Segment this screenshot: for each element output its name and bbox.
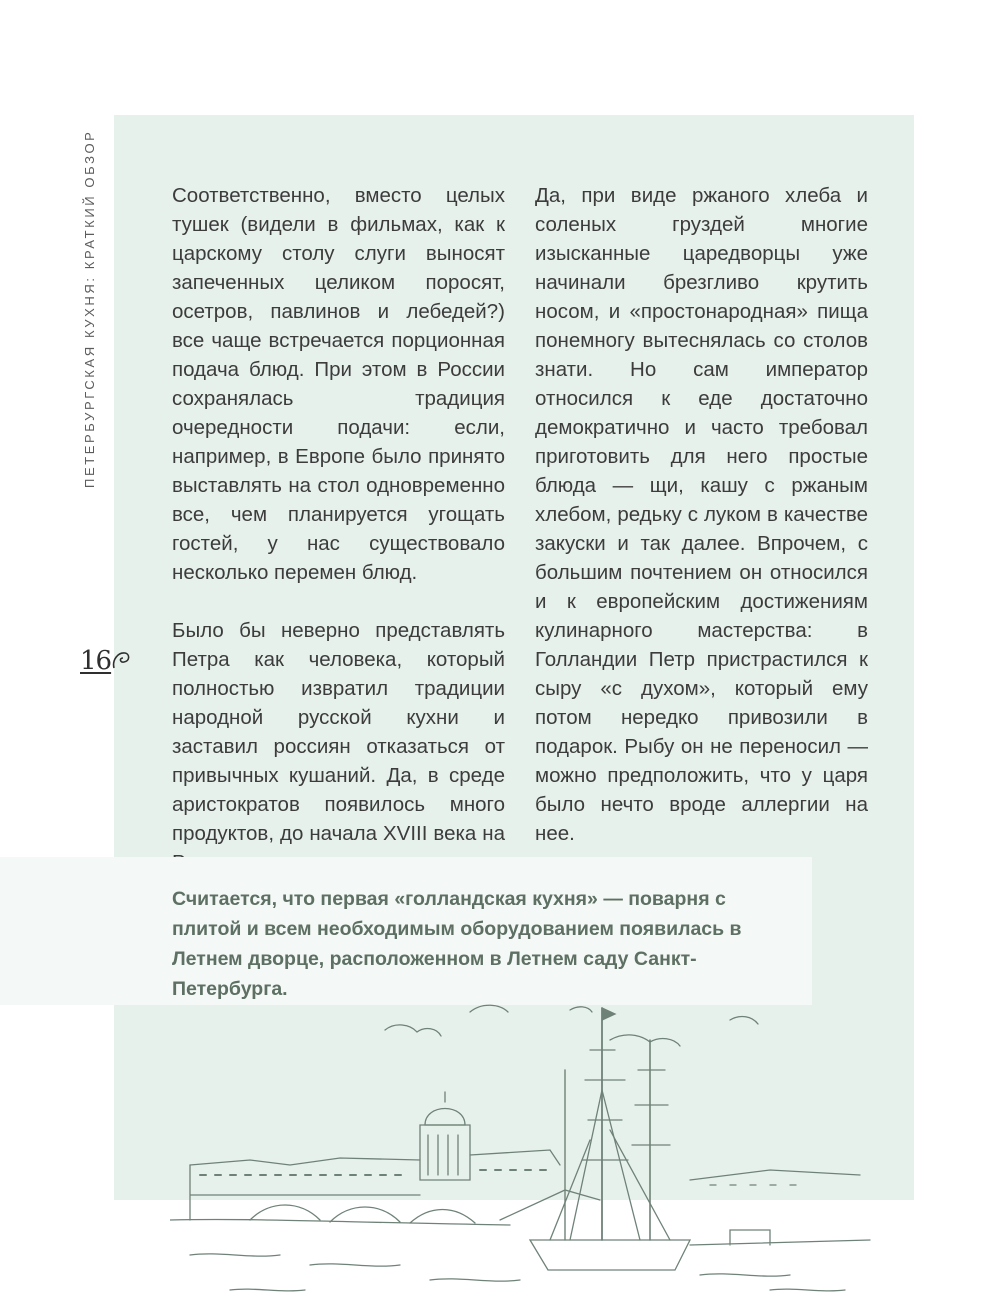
left-column (172, 181, 505, 877)
callout-text: Считается, что первая «голландская кухня» — поварня с плитой и всем необходимым оборудованием появилась в Летнем дворце, расположенном в Летнем саду Санкт-Петербурга. (172, 888, 742, 1000)
paragraph: Было бы неверно представлять Петра как человека, который полностью извратил традиции народной русской кухни и заставил россиян отказаться от привычных кушаний. Да, в среде аристократов появилось много продуктов, до начала XVIII века на (172, 619, 505, 845)
callout-box (0, 857, 812, 1005)
right-column (535, 181, 868, 848)
st-petersburg-sketch-illustration (170, 990, 890, 1310)
page-ornament-icon (110, 648, 132, 672)
paragraph: Да, при виде ржаного хлеба и соленых груздей многие изысканные царедворцы уже начинали брезгливо крутить носом, и «простонародная» пища понемногу вытеснялась со столов знати. Но сам император относился к еде достаточно демократично и часто требовал приготовить для него простые блюда — щи, кашу с ржаным хлебом, редьку с луком в качестве закуски и так далее. Впрочем, с большим почтением он относился и к европейским достижениям кулинарного мастерства: в Голландии Петр пристрастился к сыру «с духом», который ему потом нередко привозили в подарок. Рыбу он не переносил — можно предположить, что у царя было нечто вроде аллергии на нее. (535, 184, 868, 845)
page-number-text: 16 (80, 646, 112, 676)
paragraph: Соответственно, вместо целых тушек (видели в фильмах, как к царскому столу слуги выносят запеченных целиком поросят, осетров, павлинов и лебедей?) все чаще встречается порционная подача блюд. При этом в России сохранялась традиция очередности подачи: если, например, в Европе было принято выставлять на стол одновременно все, чем планируется угощать гостей, у нас существовало несколько перемен блюд. (172, 184, 505, 584)
running-head: ПЕТЕРБУРГСКАЯ КУХНЯ: КРАТКИЙ ОБЗОР (82, 129, 97, 488)
page-number (80, 646, 111, 676)
